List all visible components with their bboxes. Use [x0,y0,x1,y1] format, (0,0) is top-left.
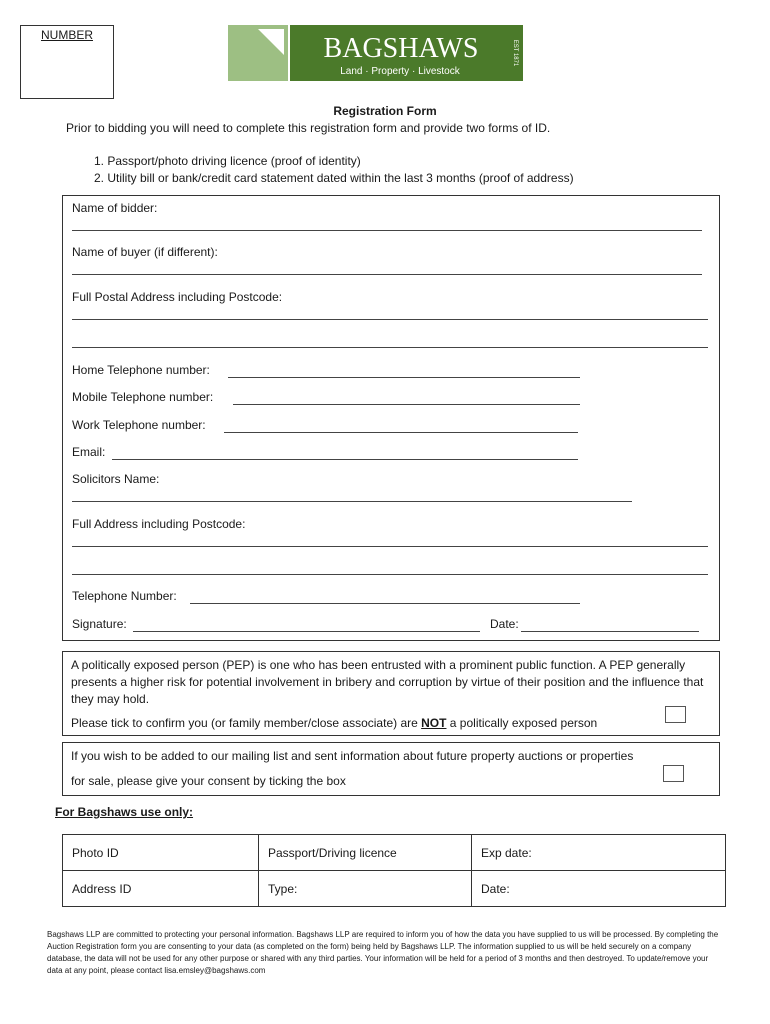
buyer-name-line[interactable] [72,274,702,275]
logo-tagline: Land · Property · Livestock [340,66,460,77]
postal-address-label: Full Postal Address including Postcode: [72,290,283,304]
table-cell: Address ID [63,871,259,907]
id-item: 2. Utility bill or bank/credit card statement dated within the last 3 months (proof of address) [94,171,574,185]
id-item: 1. Passport/photo driving licence (proof of identity) [94,154,361,168]
pep-confirm-after: a politically exposed person [446,716,598,730]
work-phone-line[interactable] [224,432,578,433]
table-cell: Exp date: [472,835,726,871]
table-cell: Type: [259,871,472,907]
bagshaws-logo [228,25,523,81]
table-cell: Passport/Driving licence [259,835,472,871]
date-line[interactable] [521,631,699,632]
table-cell: Photo ID [63,835,259,871]
pep-confirm-not: NOT [421,716,447,730]
pep-description: A politically exposed person (PEP) is one who has been entrusted with a prominent public function. A PEP generally presents a higher risk for potential involvement in bribery and corruption by virtue of their position and the influence that they may hold. [71,658,704,706]
intro-text: Prior to bidding you will need to complete this registration form and provide two forms of ID. [66,121,551,135]
work-phone-label: Work Telephone number: [72,418,206,432]
logo-name: BAGSHAWS [323,33,479,64]
solicitor-address-line[interactable] [72,546,708,547]
table-row [63,871,726,907]
mobile-phone-line[interactable] [233,404,580,405]
pep-confirm-text [71,716,597,730]
office-use-table [62,834,726,907]
email-label: Email: [72,445,106,459]
number-label: NUMBER [40,28,93,42]
mailing-text-line1: If you wish to be added to our mailing list and sent information about future property auctions or properties [71,749,634,763]
solicitor-phone-line[interactable] [190,603,580,604]
email-line[interactable] [112,459,578,460]
privacy-notice: Bagshaws LLP are committed to protecting your personal information. Bagshaws LLP are required to inform you of how the data you have supplied to us will be processed. By completing the Auction Registration form you are consenting to your data (as completed on the form) being held by Bagshaws LLP. The information supplied to us will be held securely on a company database, the data will not be used for any other purpose or shared with any third parties. Your information will be held for a period of 3 months and then destroyed. To update/remove your data at any point, please contact lisa.emsley@bagshaws.com [47,930,719,975]
pep-checkbox[interactable] [665,706,686,723]
table-cell: Date: [472,871,726,907]
office-use-title: For Bagshaws use only: [55,805,194,819]
home-phone-line[interactable] [228,377,580,378]
id-requirements-list [94,153,574,187]
signature-label: Signature: [72,617,127,631]
mailing-text-line2: for sale, please give your consent by ticking the box [71,774,346,788]
solicitor-name-label: Solicitors Name: [72,472,160,486]
buyer-name-label: Name of buyer (if different): [72,245,218,259]
home-phone-label: Home Telephone number: [72,363,210,377]
bidder-name-label: Name of bidder: [72,201,158,215]
form-title: Registration Form [333,104,437,118]
postal-address-line[interactable] [72,319,708,320]
solicitor-address-label: Full Address including Postcode: [72,517,246,531]
solicitor-address-line[interactable] [72,574,708,575]
date-label: Date: [490,617,519,631]
signature-line[interactable] [133,631,480,632]
table-row [63,835,726,871]
pep-confirm-before: Please tick to confirm you (or family member/close associate) are [71,716,422,730]
mailing-consent-checkbox[interactable] [663,765,684,782]
solicitor-phone-label: Telephone Number: [72,589,177,603]
solicitor-name-line[interactable] [72,501,632,502]
bidder-name-line[interactable] [72,230,702,231]
postal-address-line[interactable] [72,347,708,348]
mobile-phone-label: Mobile Telephone number: [72,390,214,404]
logo-est: EST 1871 [512,39,518,67]
